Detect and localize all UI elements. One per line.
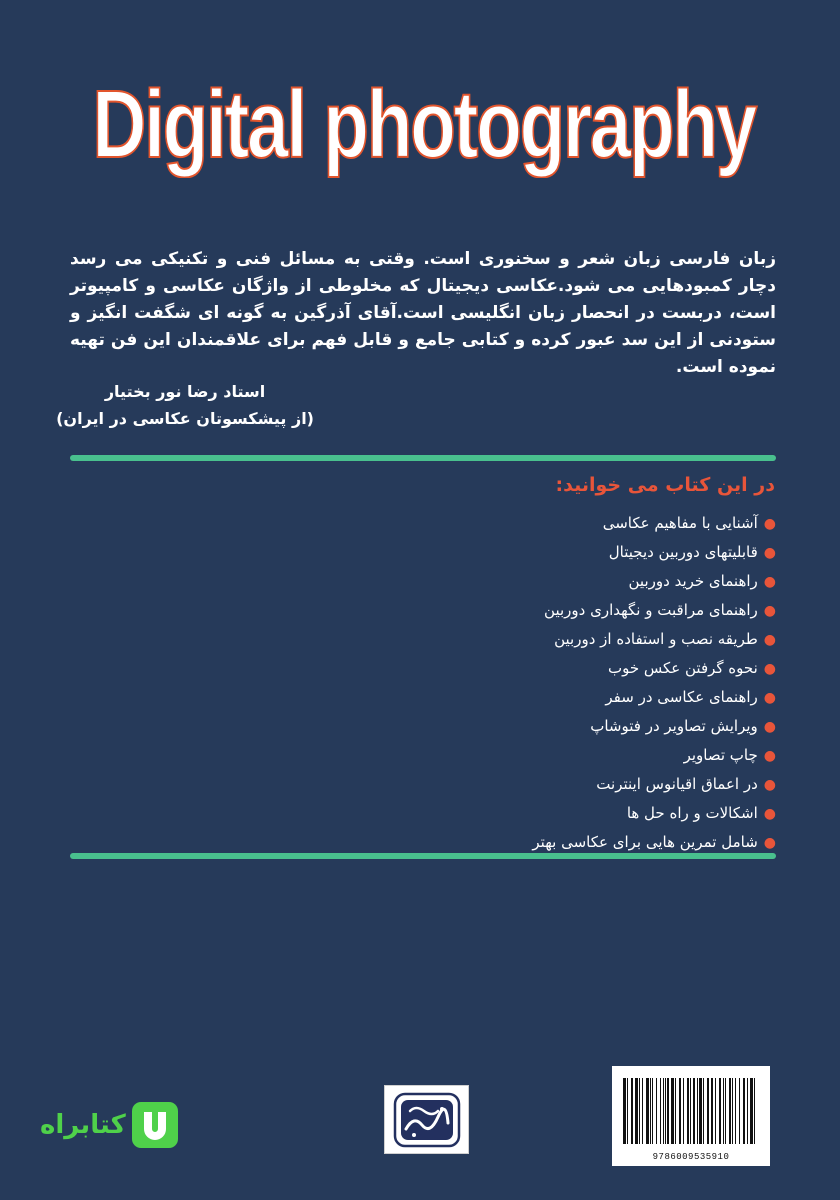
brand-name: کتابراه [40, 1110, 126, 1140]
barcode-bar [635, 1078, 638, 1144]
barcode-bar [754, 1078, 755, 1144]
signature-block [56, 378, 314, 432]
barcode-bar [667, 1078, 669, 1144]
barcode-bar [693, 1078, 695, 1144]
barcode-bar [739, 1078, 740, 1144]
barcode-bar [715, 1078, 716, 1144]
barcode-bar [665, 1078, 666, 1144]
barcode-bar [639, 1078, 640, 1144]
barcode-bar [707, 1078, 709, 1144]
barcode-bar [623, 1078, 626, 1144]
ketabrah-brand [40, 1100, 180, 1150]
signature-note: (از پیشکسوتان عکاسی در ایران) [56, 409, 314, 428]
barcode-bar [703, 1078, 704, 1144]
publisher-logo [384, 1085, 469, 1154]
barcode-bar [743, 1078, 745, 1144]
barcode-bar [699, 1078, 702, 1144]
bullet-icon: ● [763, 603, 776, 619]
bullet-icon: ● [763, 545, 776, 561]
toc-item: ●ویرایش تصاویر در فتوشاپ [590, 717, 776, 735]
toc-item: ●چاپ تصاویر [683, 746, 776, 764]
bullet-icon: ● [763, 719, 776, 735]
barcode-bar [747, 1078, 748, 1144]
barcode-bar [650, 1078, 651, 1144]
intro-paragraph: زبان فارسی زبان شعر و سخنوری است. وقتی به مسائل فنی و تکنیکی می رسد دچار کمبودهایی می شود.عکاسی دیجیتال که مخلوطی از واژگان عکاسی و کامپیوتر است، دربست در انحصار زبان انگلیسی است.آقای آذرگین به گونه ای شگفت انگیز و ستودنی از این سد عبور کرده و کتابی جامع و قابل فهم برای علاقمندان این فن تهیه نموده است. [70, 249, 776, 377]
bullet-icon: ● [763, 777, 776, 793]
bullet-icon: ● [763, 690, 776, 706]
toc-item: ●نحوه گرفتن عکس خوب [607, 659, 776, 677]
barcode-bar [690, 1078, 691, 1144]
barcode-bar [723, 1078, 724, 1144]
barcode-bar [732, 1078, 733, 1144]
barcode-bar [687, 1078, 689, 1144]
toc-item: ●آشنایی با مفاهیم عکاسی [602, 514, 776, 532]
barcode-bar [660, 1078, 661, 1144]
toc-list [276, 509, 776, 857]
bullet-icon: ● [763, 574, 776, 590]
isbn-number: 9786009535910 [652, 1152, 730, 1162]
barcode-bar [671, 1078, 674, 1144]
barcode-bar [631, 1078, 633, 1144]
barcode-bar [697, 1078, 698, 1144]
divider-top [70, 455, 776, 461]
isbn-barcode [612, 1066, 770, 1166]
barcode-bar [719, 1078, 721, 1144]
ketabrah-logo-icon [130, 1100, 180, 1150]
toc-item: ●راهنمای مراقبت و نگهداری دوربین [544, 601, 776, 619]
toc-item: ●راهنمای عکاسی در سفر [605, 688, 776, 706]
toc-heading: در این کتاب می خوانید: [555, 474, 775, 496]
toc-item: ●طریقه نصب و استفاده از دوربین [554, 630, 776, 648]
barcode-bar [642, 1078, 643, 1144]
divider-bottom [70, 853, 776, 859]
toc-item: ●اشکالات و راه حل ها [626, 804, 776, 822]
bullet-icon: ● [763, 516, 776, 532]
bullet-icon: ● [763, 835, 776, 851]
toc-item: ●قابلیتهای دوربین دیجیتال [608, 543, 776, 561]
signature-name: استاد رضا نور بختیار [104, 382, 266, 401]
bullet-icon: ● [763, 748, 776, 764]
barcode-bar [750, 1078, 753, 1144]
toc-item: ●راهنمای خرید دوربین [628, 572, 776, 590]
publisher-seal-icon [392, 1091, 462, 1149]
barcode-bar [656, 1078, 657, 1144]
bullet-icon: ● [763, 632, 776, 648]
barcode-bar [683, 1078, 684, 1144]
barcode-bar [735, 1078, 736, 1144]
book-title: Digital photography [92, 71, 756, 178]
toc-item: ●شامل تمرین هایی برای عکاسی بهتر [532, 833, 776, 851]
barcode-bar [627, 1078, 628, 1144]
barcode-bar [675, 1078, 676, 1144]
bullet-icon: ● [763, 806, 776, 822]
barcode-bar [663, 1078, 664, 1144]
barcode-bar [725, 1078, 726, 1144]
toc-item: ●در اعماق اقیانوس اینترنت [596, 775, 776, 793]
barcode-bar [729, 1078, 731, 1144]
bullet-icon: ● [763, 661, 776, 677]
barcode-bar [646, 1078, 649, 1144]
barcode-bar [711, 1078, 713, 1144]
barcode-bar [679, 1078, 681, 1144]
barcode-bars [621, 1078, 761, 1144]
barcode-bar [652, 1078, 653, 1144]
